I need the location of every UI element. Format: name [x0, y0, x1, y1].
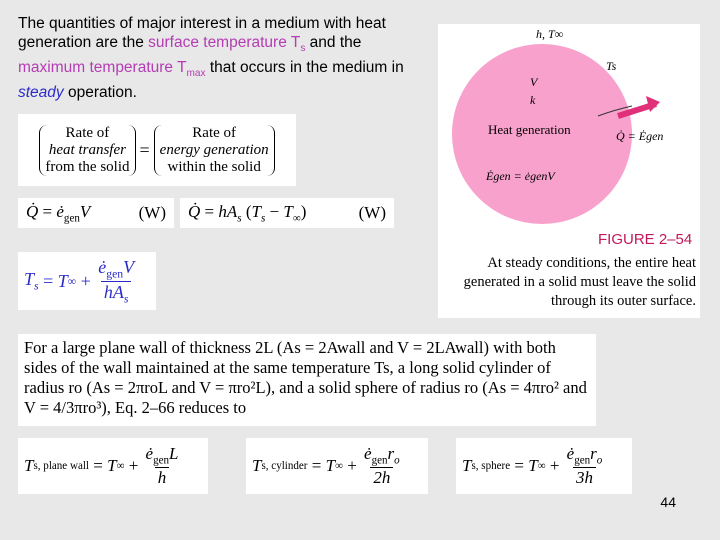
energy-balance-equation: [18, 114, 296, 186]
figure-title: FIGURE 2–54: [598, 231, 693, 248]
page-number: 44: [660, 494, 676, 510]
intro-part4: operation.: [63, 84, 137, 102]
steady-term: steady: [18, 84, 64, 102]
reduction-paragraph: For a large plane wall of thickness 2L (As = 2Awall and V = 2LAwall) with both sides of the wall maintained at the same temperature Ts, a long solid cylinder of radius ro (As = 2πroL and V = πro²L), and a solid sphere of radius ro (As = 4πro² and V = 4/3πro³), Eq. 2–66 reduces to: [18, 334, 596, 426]
balance-rhs: Rate of energy generation within the solid: [154, 125, 275, 176]
label-heat-generation: Heat generation: [488, 122, 571, 137]
heat-rate-equation: Q̇ = $ė_{gen}V$ (W): [18, 198, 174, 228]
label-volume: V: [530, 75, 538, 89]
intro-text: [18, 14, 418, 102]
convection-equation: Q̇ = $hA_s$ $(T_s - T_\infty)$ (W): [180, 198, 394, 228]
surface-temperature-equation: $T_s$ = T ∞ + $\frac{ė_{gen}V}{hA_s}$: [18, 252, 156, 310]
intro-part3: that occurs in the medium in: [205, 59, 404, 77]
label-ts: Ts: [606, 59, 617, 73]
figure-caption: At steady conditions, the entire heat generated in a solid must leave the solid through its outer surface.: [463, 255, 696, 309]
intro-part2: and the: [305, 34, 362, 51]
max-temperature-term: maximum temperature $T_{max}$: [18, 59, 206, 80]
plane-wall-equation: T s, plane wall = T ∞ + $\frac{ė_{gen}L}{h}$: [18, 438, 208, 494]
label-h-tinf: h, T∞: [536, 27, 564, 41]
balance-lhs: Rate of heat transfer from the solid: [39, 125, 135, 176]
label-egen-equation: Ėgen = ėgenV: [486, 169, 555, 183]
intro-part1: The quantities of major interest in a medium with heat generation are the: [18, 15, 386, 51]
unit-label: (W): [358, 203, 386, 222]
figure-2-54: [438, 24, 700, 318]
label-k: k: [530, 93, 536, 107]
sphere-equation: T s, sphere = T ∞ + $\frac{ė_{gen}r_o}{3h}$: [456, 438, 632, 494]
cylinder-equation: T s, cylinder = T ∞ + $\frac{ė_{gen}r_o}{2h}$: [246, 438, 428, 494]
label-q-equals-egen: Q̇ = Ėgen: [616, 129, 664, 143]
surface-temperature-term: surface temperature $T_s$: [148, 34, 306, 55]
unit-label: (W): [138, 203, 166, 222]
equals-sign: =: [139, 139, 150, 160]
